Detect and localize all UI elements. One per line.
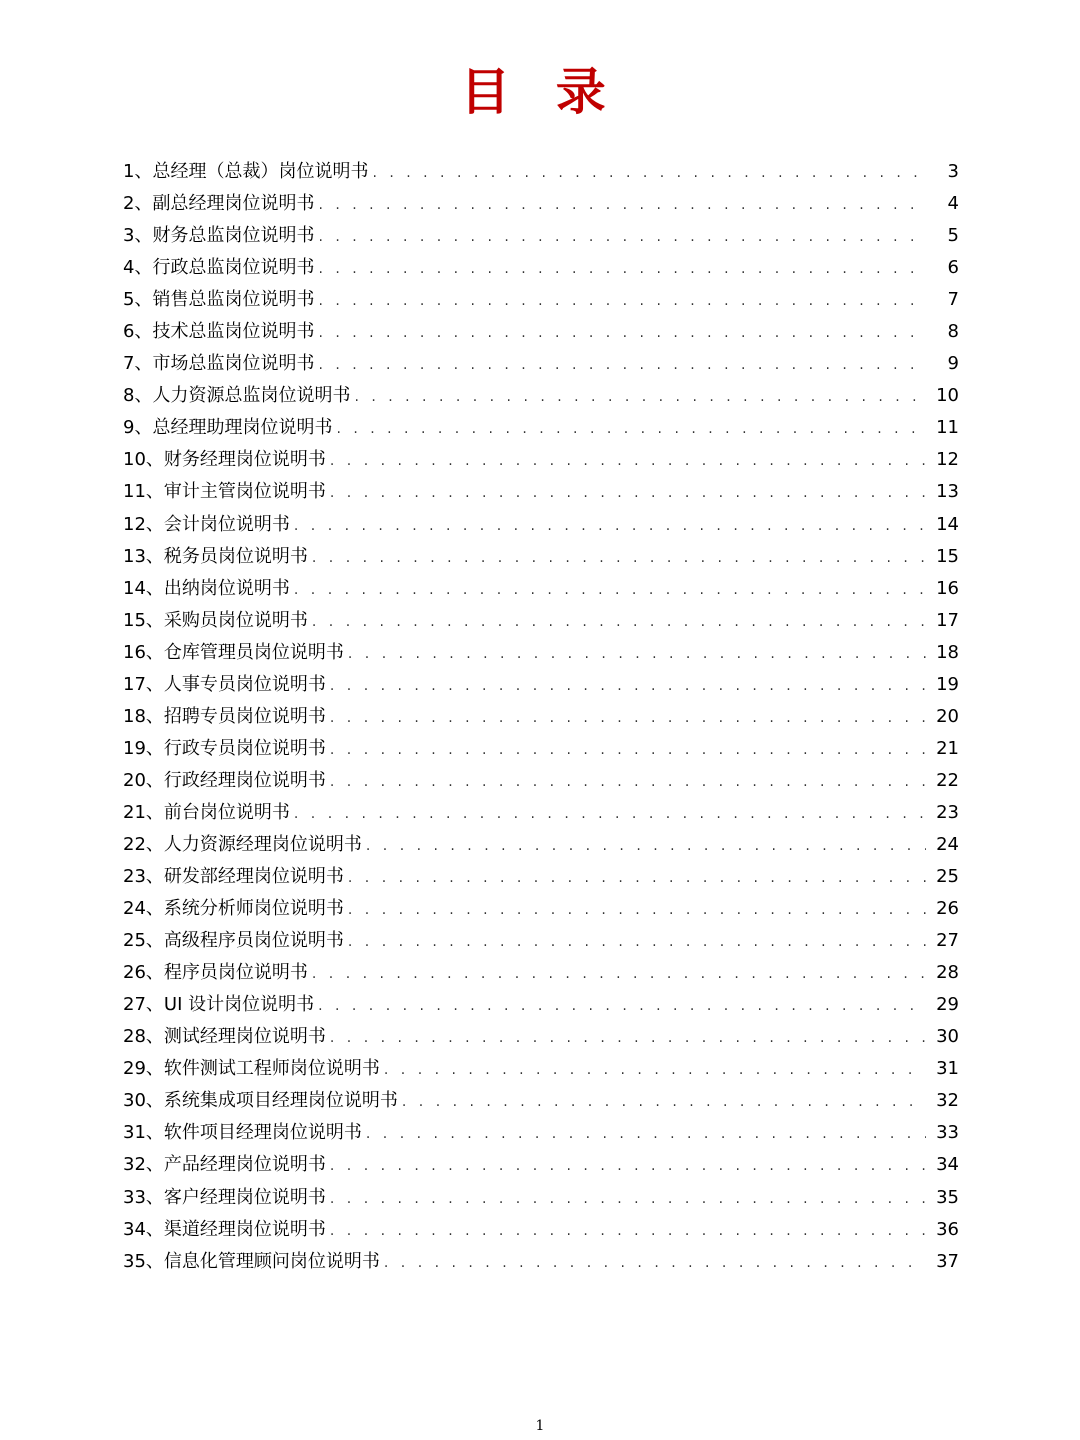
toc-entry-page-number: 20 bbox=[936, 705, 959, 727]
toc-dot-leader bbox=[318, 285, 927, 317]
toc-entry-page-number: 19 bbox=[936, 673, 959, 695]
toc-dot-leader bbox=[318, 990, 926, 1022]
table-of-contents bbox=[123, 156, 959, 1278]
toc-entry-title: 29、软件测试工程师岗位说明书 bbox=[123, 1058, 380, 1080]
toc-entry[interactable] bbox=[123, 701, 959, 733]
toc-dot-leader bbox=[330, 1150, 926, 1182]
toc-entry-title: 8、人力资源总监岗位说明书 bbox=[123, 385, 351, 407]
toc-entry[interactable] bbox=[123, 637, 959, 669]
toc-entry-title: 30、系统集成项目经理岗位说明书 bbox=[123, 1090, 398, 1112]
toc-entry[interactable] bbox=[123, 893, 959, 925]
toc-entry-page-number: 10 bbox=[936, 385, 959, 407]
toc-entry[interactable] bbox=[123, 1214, 959, 1246]
toc-entry[interactable] bbox=[123, 829, 959, 861]
toc-entry[interactable] bbox=[123, 1182, 959, 1214]
toc-entry[interactable] bbox=[123, 1246, 959, 1278]
toc-entry-page-number: 9 bbox=[947, 353, 959, 375]
toc-entry-page-number: 17 bbox=[936, 609, 959, 631]
toc-entry[interactable] bbox=[123, 220, 959, 252]
toc-entry[interactable] bbox=[123, 1053, 959, 1085]
toc-dot-leader bbox=[312, 606, 926, 638]
toc-entry-page-number: 6 bbox=[947, 257, 959, 279]
toc-dot-leader bbox=[348, 638, 926, 670]
page-title: 目 录 bbox=[460, 63, 620, 121]
toc-entry-title: 2、副总经理岗位说明书 bbox=[123, 193, 315, 215]
toc-entry-title: 7、市场总监岗位说明书 bbox=[123, 353, 315, 375]
toc-dot-leader bbox=[312, 542, 926, 574]
toc-entry[interactable] bbox=[123, 412, 959, 444]
toc-entry[interactable] bbox=[123, 957, 959, 989]
toc-entry-page-number: 12 bbox=[936, 449, 959, 471]
toc-entry[interactable] bbox=[123, 284, 959, 316]
toc-entry-page-number: 32 bbox=[936, 1090, 959, 1112]
toc-entry[interactable] bbox=[123, 925, 959, 957]
toc-entry-title: 14、出纳岗位说明书 bbox=[123, 577, 290, 599]
toc-entry-page-number: 13 bbox=[936, 481, 959, 503]
toc-entry-title: 17、人事专员岗位说明书 bbox=[123, 673, 326, 695]
toc-entry-title: 16、仓库管理员岗位说明书 bbox=[123, 641, 344, 663]
toc-dot-leader bbox=[294, 574, 926, 606]
toc-dot-leader bbox=[348, 926, 926, 958]
toc-entry-title: 24、系统分析师岗位说明书 bbox=[123, 898, 344, 920]
toc-entry-title: 20、行政经理岗位说明书 bbox=[123, 769, 326, 791]
toc-entry-page-number: 21 bbox=[936, 737, 959, 759]
toc-entry-page-number: 15 bbox=[936, 545, 959, 567]
toc-entry-title: 4、行政总监岗位说明书 bbox=[123, 257, 315, 279]
toc-dot-leader bbox=[330, 1022, 926, 1054]
toc-entry-title: 35、信息化管理顾问岗位说明书 bbox=[123, 1250, 380, 1272]
toc-entry-page-number: 30 bbox=[936, 1026, 959, 1048]
toc-entry-title: 6、技术总监岗位说明书 bbox=[123, 321, 315, 343]
toc-dot-leader bbox=[384, 1054, 926, 1086]
toc-dot-leader bbox=[354, 381, 926, 413]
toc-entry-title: 28、测试经理岗位说明书 bbox=[123, 1026, 326, 1048]
toc-entry[interactable] bbox=[123, 188, 959, 220]
toc-dot-leader bbox=[330, 1215, 926, 1247]
toc-entry-page-number: 25 bbox=[936, 866, 959, 888]
toc-entry[interactable] bbox=[123, 797, 959, 829]
toc-entry-page-number: 26 bbox=[936, 898, 959, 920]
toc-entry-page-number: 29 bbox=[936, 994, 959, 1016]
toc-entry-page-number: 28 bbox=[936, 962, 959, 984]
toc-entry-page-number: 34 bbox=[936, 1154, 959, 1176]
toc-entry[interactable] bbox=[123, 1021, 959, 1053]
toc-entry[interactable] bbox=[123, 1149, 959, 1181]
toc-entry[interactable] bbox=[123, 380, 959, 412]
toc-entry-page-number: 37 bbox=[936, 1250, 959, 1272]
toc-entry-title: 3、财务总监岗位说明书 bbox=[123, 225, 315, 247]
toc-dot-leader bbox=[384, 1247, 926, 1279]
toc-entry[interactable] bbox=[123, 316, 959, 348]
toc-entry-title: 18、招聘专员岗位说明书 bbox=[123, 705, 326, 727]
toc-entry-title: 27、UI 设计岗位说明书 bbox=[123, 994, 315, 1016]
toc-entry[interactable] bbox=[123, 509, 959, 541]
toc-entry-page-number: 24 bbox=[936, 833, 959, 855]
toc-entry-page-number: 36 bbox=[936, 1218, 959, 1240]
toc-entry-title: 13、税务员岗位说明书 bbox=[123, 545, 308, 567]
toc-dot-leader bbox=[318, 349, 927, 381]
toc-entry[interactable] bbox=[123, 669, 959, 701]
toc-entry-title: 22、人力资源经理岗位说明书 bbox=[123, 833, 362, 855]
toc-dot-leader bbox=[330, 734, 926, 766]
toc-dot-leader bbox=[330, 477, 926, 509]
toc-entry-page-number: 7 bbox=[947, 289, 959, 311]
toc-dot-leader bbox=[330, 445, 926, 477]
toc-entry-page-number: 5 bbox=[947, 225, 959, 247]
toc-entry[interactable] bbox=[123, 989, 959, 1021]
toc-entry[interactable] bbox=[123, 252, 959, 284]
toc-entry[interactable] bbox=[123, 156, 959, 188]
toc-dot-leader bbox=[336, 413, 926, 445]
toc-dot-leader bbox=[318, 253, 927, 285]
toc-entry-title: 23、研发部经理岗位说明书 bbox=[123, 866, 344, 888]
toc-entry-page-number: 31 bbox=[936, 1058, 959, 1080]
toc-entry-page-number: 22 bbox=[936, 769, 959, 791]
toc-dot-leader bbox=[312, 958, 926, 990]
toc-entry-title: 33、客户经理岗位说明书 bbox=[123, 1186, 326, 1208]
toc-entry-title: 25、高级程序员岗位说明书 bbox=[123, 930, 344, 952]
toc-entry-title: 11、审计主管岗位说明书 bbox=[123, 481, 326, 503]
toc-entry-page-number: 23 bbox=[936, 801, 959, 823]
toc-entry-page-number: 14 bbox=[936, 513, 959, 535]
toc-entry-page-number: 33 bbox=[936, 1122, 959, 1144]
toc-dot-leader bbox=[348, 862, 926, 894]
toc-entry-page-number: 35 bbox=[936, 1186, 959, 1208]
toc-entry[interactable] bbox=[123, 765, 959, 797]
toc-entry-title: 19、行政专员岗位说明书 bbox=[123, 737, 326, 759]
toc-entry-title: 12、会计岗位说明书 bbox=[123, 513, 290, 535]
toc-entry[interactable] bbox=[123, 476, 959, 508]
toc-dot-leader bbox=[330, 1183, 926, 1215]
toc-entry-title: 15、采购员岗位说明书 bbox=[123, 609, 308, 631]
toc-dot-leader bbox=[402, 1086, 926, 1118]
toc-entry[interactable] bbox=[123, 541, 959, 573]
toc-entry-title: 5、销售总监岗位说明书 bbox=[123, 289, 315, 311]
toc-entry-title: 1、总经理（总裁）岗位说明书 bbox=[123, 161, 369, 182]
toc-entry[interactable] bbox=[123, 733, 959, 765]
page-number: 1 bbox=[535, 1418, 545, 1434]
toc-dot-leader bbox=[294, 510, 926, 542]
toc-entry-page-number: 18 bbox=[936, 641, 959, 663]
toc-dot-leader bbox=[330, 702, 926, 734]
toc-entry-page-number: 4 bbox=[947, 193, 959, 215]
toc-dot-leader bbox=[366, 830, 926, 862]
toc-entry-title: 9、总经理助理岗位说明书 bbox=[123, 417, 333, 439]
toc-entry-page-number: 16 bbox=[936, 577, 959, 599]
toc-dot-leader bbox=[294, 798, 926, 830]
toc-dot-leader bbox=[348, 894, 926, 926]
toc-entry-page-number: 11 bbox=[936, 417, 959, 439]
toc-dot-leader bbox=[330, 766, 926, 798]
toc-entry-page-number: 27 bbox=[936, 930, 959, 952]
toc-dot-leader bbox=[318, 221, 927, 253]
toc-entry[interactable] bbox=[123, 348, 959, 380]
toc-dot-leader bbox=[372, 157, 927, 189]
toc-entry-page-number: 8 bbox=[947, 321, 959, 343]
toc-entry[interactable] bbox=[123, 605, 959, 637]
toc-entry-title: 26、程序员岗位说明书 bbox=[123, 962, 308, 984]
toc-entry-title: 21、前台岗位说明书 bbox=[123, 801, 290, 823]
toc-entry[interactable] bbox=[123, 1085, 959, 1117]
toc-entry-page-number: 3 bbox=[947, 161, 959, 182]
toc-entry-title: 10、财务经理岗位说明书 bbox=[123, 449, 326, 471]
toc-entry-title: 34、渠道经理岗位说明书 bbox=[123, 1218, 326, 1240]
toc-dot-leader bbox=[330, 670, 926, 702]
toc-entry-title: 32、产品经理岗位说明书 bbox=[123, 1154, 326, 1176]
toc-entry[interactable] bbox=[123, 573, 959, 605]
toc-entry[interactable] bbox=[123, 444, 959, 476]
toc-dot-leader bbox=[318, 189, 927, 221]
toc-entry[interactable] bbox=[123, 861, 959, 893]
toc-entry[interactable] bbox=[123, 1117, 959, 1149]
toc-dot-leader bbox=[366, 1118, 926, 1150]
toc-entry-title: 31、软件项目经理岗位说明书 bbox=[123, 1122, 362, 1144]
toc-dot-leader bbox=[318, 317, 927, 349]
